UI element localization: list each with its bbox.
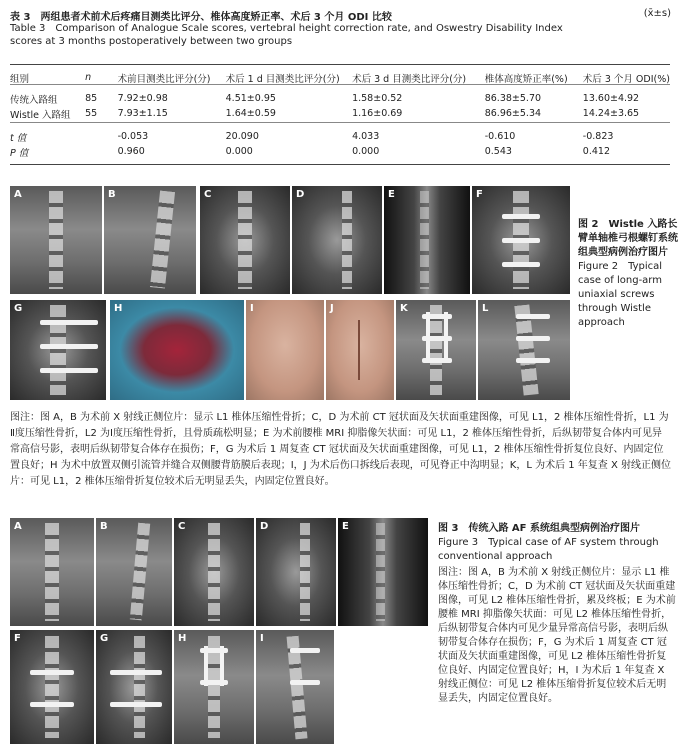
panel-label: C bbox=[178, 521, 186, 532]
th-pre-vas: 术前目测类比评分(分) bbox=[117, 73, 211, 85]
cell: 0.543 bbox=[484, 146, 512, 157]
panel-label: F bbox=[476, 189, 483, 200]
table-row bbox=[10, 144, 670, 159]
fig3-caption bbox=[438, 522, 676, 706]
fig3-panel-e bbox=[338, 518, 428, 626]
fig2-panel-a bbox=[10, 186, 102, 294]
fig3-panel-h bbox=[174, 630, 254, 744]
fig2-panel-c bbox=[200, 186, 290, 294]
fig3-panel-d bbox=[256, 518, 336, 626]
fig3-panel-c bbox=[174, 518, 254, 626]
panel-label: G bbox=[14, 303, 23, 314]
cell: 20.090 bbox=[225, 131, 259, 142]
fig3-caption-zh: 图 3 传统入路 AF 系统组典型病例治疗图片 bbox=[438, 523, 640, 534]
fig2-panel-b bbox=[104, 186, 196, 294]
fig2-panel-h bbox=[110, 300, 244, 400]
fig2-panel-d bbox=[292, 186, 382, 294]
panel-label: F bbox=[14, 633, 21, 644]
fig2-panel-k bbox=[396, 300, 476, 400]
table-header-row bbox=[10, 70, 670, 85]
cell: 0.000 bbox=[225, 146, 253, 157]
panel-label: G bbox=[100, 633, 109, 644]
panel-label: E bbox=[388, 189, 395, 200]
cell: 4.51±0.95 bbox=[225, 93, 276, 104]
cell: 14.24±3.65 bbox=[582, 108, 640, 119]
cell: 传统入路组 bbox=[10, 94, 58, 106]
panel-label: L bbox=[482, 303, 489, 314]
cell: 7.92±0.98 bbox=[117, 93, 168, 104]
cell: 1.64±0.59 bbox=[225, 108, 276, 119]
panel-label: I bbox=[260, 633, 264, 644]
cell: -0.053 bbox=[117, 131, 149, 142]
panel-label: I bbox=[250, 303, 254, 314]
fig2-note: 图注：图 A，B 为术前 X 射线正侧位片：显示 L1 椎体压缩性骨折；C，D 为术前 CT 冠状面及矢状面重建图像，可见 L1，2 椎体压缩性骨折，L1 为Ⅱ度压缩性骨折，L2 为Ⅰ度压缩性骨折，且骨质疏松明显；E 为术前腰椎 MRI 抑脂像矢状面：可见 L1，2 椎体压缩性骨折，后纵韧带复合体内可见异常高信号影，表明后纵韧带复合体存在损伤；F，G 为术后 1 周复查 CT 冠状面及矢状面重建图像，可见 L1，2 椎体压缩性骨折复位良好、内固定位置良好；H 为术中放置双侧引流管并缝合双侧腰背筋膜后表现；I，J 为术后伤口拆线后表现，可见脊正中沟明显；K，L 为术后 1 年复查 X 射线正侧位片：可见 L1，2 椎体压缩骨折复位较术后无明显丢失，内固定位置良好。 bbox=[10, 412, 672, 487]
fig2-caption bbox=[578, 218, 678, 330]
cell: 4.033 bbox=[352, 131, 380, 142]
fig3-panel-a bbox=[10, 518, 94, 626]
fig3-note: 图注：图 A，B 为术前 X 射线正侧位片：显示 L1 椎体压缩性骨折；C，D 为术前 CT 冠状面及矢状面重建图像，可见 L2 椎体压缩性骨折，累及终板；E 为术前腰椎 MRI 抑脂像矢状面：可见 L2 椎体压缩性骨折，后纵韧带复合体内可见少量异常高信号影，表明后纵韧带复合体存在损伤；F，G 为术后 1 周复查 CT 冠状面及矢状面重建图像，可见 L2 椎体压缩性骨折复位良好、内固定位置良好；H，I 为术后 1 年复查 X 射线正侧位：可见 L2 椎体压缩骨折复位较术后无明显丢失，内固定位置良好。 bbox=[438, 567, 676, 704]
cell: 0.412 bbox=[582, 146, 610, 157]
panel-label: B bbox=[100, 521, 108, 532]
panel-label: B bbox=[108, 189, 116, 200]
fig2-panel-f bbox=[472, 186, 570, 294]
panel-label: D bbox=[296, 189, 305, 200]
panel-label: A bbox=[14, 521, 22, 532]
table-bottom-rule bbox=[10, 164, 670, 165]
panel-label: J bbox=[330, 303, 334, 314]
cell: 1.16±0.69 bbox=[352, 108, 403, 119]
fig2-panel-l bbox=[478, 300, 570, 400]
cell: 86.96±5.34 bbox=[484, 108, 542, 119]
cell: Wistle 入路组 bbox=[10, 109, 71, 121]
table-row bbox=[10, 106, 670, 121]
fig3-panel-b bbox=[96, 518, 172, 626]
cell: 13.60±4.92 bbox=[582, 93, 640, 104]
fig3-panel-i bbox=[256, 630, 334, 744]
panel-label: E bbox=[342, 521, 349, 532]
fig2-panel-g bbox=[10, 300, 106, 400]
cell bbox=[85, 129, 117, 144]
table-stat-note: (x̄±s) bbox=[643, 8, 671, 19]
th-group: 组别 bbox=[10, 73, 30, 85]
cell bbox=[85, 144, 117, 159]
th-post3d-vas: 术后 3 d 目测类比评分(分) bbox=[352, 73, 467, 85]
cell: -0.823 bbox=[582, 131, 614, 142]
fig2-caption-zh: 图 2 Wistle 入路长臂单轴椎弓根螺钉系统组典型病例治疗图片 bbox=[578, 219, 678, 258]
cell: P 值 bbox=[10, 147, 29, 159]
table-row bbox=[10, 129, 670, 144]
fig2-caption-en: Figure 2 Typical case of long-arm uniaxial screws through Wistle approach bbox=[578, 261, 663, 328]
table-top-rule bbox=[10, 64, 670, 65]
panel-label: H bbox=[178, 633, 187, 644]
panel-label: K bbox=[400, 303, 408, 314]
table-title-zh: 表 3 两组患者术前术后疼痛目测类比评分、椎体高度矫正率、术后 3 个月 ODI 比较 bbox=[10, 12, 392, 23]
th-height-rate: 椎体高度矫正率(%) bbox=[484, 73, 568, 85]
cell: 1.58±0.52 bbox=[352, 93, 403, 104]
cell: t 值 bbox=[10, 132, 27, 144]
panel-label: H bbox=[114, 303, 123, 314]
fig2-panel-j bbox=[326, 300, 394, 400]
fig2-panel-i bbox=[246, 300, 324, 400]
cell: 86.38±5.70 bbox=[484, 93, 542, 104]
panel-label: C bbox=[204, 189, 212, 200]
fig3-panel-g bbox=[96, 630, 172, 744]
panel-label: A bbox=[14, 189, 22, 200]
th-odi: 术后 3 个月 ODI(%) bbox=[582, 73, 670, 85]
cell: -0.610 bbox=[484, 131, 516, 142]
cell: 7.93±1.15 bbox=[117, 108, 168, 119]
fig3-panel-f bbox=[10, 630, 94, 744]
th-post1d-vas: 术后 1 d 目测类比评分(分) bbox=[225, 73, 340, 85]
cell: 0.960 bbox=[117, 146, 145, 157]
table-row bbox=[10, 91, 670, 106]
table-title-en: Table 3 Comparison of Analogue Scale scores, vertebral height correction rate, and Oswestry Disability Index scores at 3 months postoperatively between two groups bbox=[10, 23, 563, 47]
panel-label: D bbox=[260, 521, 269, 532]
stats-table bbox=[10, 70, 670, 159]
fig2-panel-e bbox=[384, 186, 470, 294]
cell: 55 bbox=[85, 108, 98, 119]
th-n: n bbox=[85, 72, 92, 83]
cell: 0.000 bbox=[352, 146, 380, 157]
cell: 85 bbox=[85, 93, 98, 104]
fig3-caption-en: Figure 3 Typical case of AF system through conventional approach bbox=[438, 537, 659, 562]
